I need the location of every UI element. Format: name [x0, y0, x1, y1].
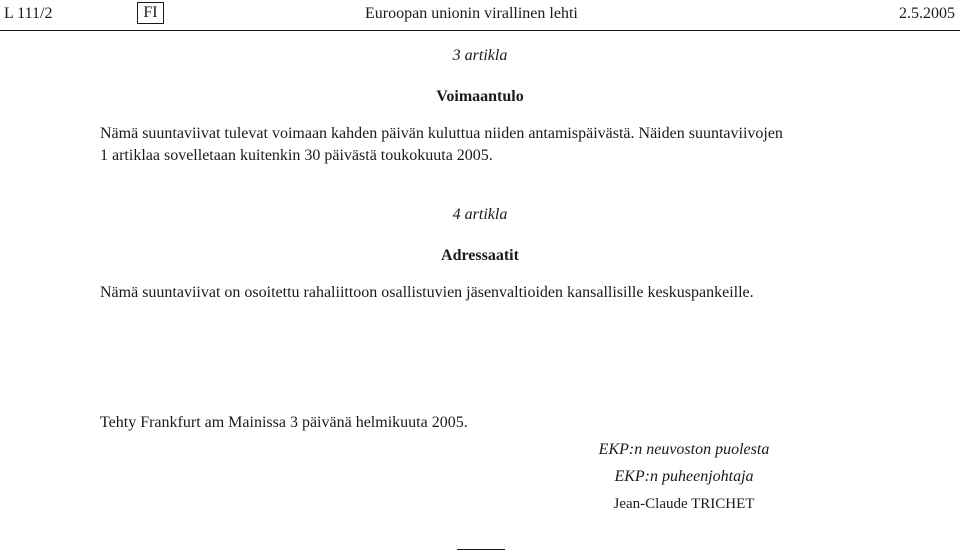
footer-divider: [457, 549, 505, 550]
article-3-number: 3 artikla: [452, 47, 508, 64]
article-3-text-line-1: Nämä suuntaviivat tulevat voimaan kahden päivän kuluttua niiden antamispäivästä. Näiden suuntaviivojen: [100, 125, 783, 142]
signatory-role: EKP:n puheenjohtaja: [614, 468, 754, 485]
article-4-title: Adressaatit: [441, 247, 519, 264]
article-4-number: 4 artikla: [452, 206, 508, 223]
journal-title: Euroopan unionin virallinen lehti: [365, 5, 578, 22]
publication-date: 2.5.2005: [899, 5, 955, 22]
language-badge: [137, 2, 164, 24]
article-3-text-line-2: 1 artiklaa sovelletaan kuitenkin 30 päivästä toukokuuta 2005.: [100, 147, 493, 164]
language-code: FI: [143, 4, 158, 21]
article-3-title: Voimaantulo: [436, 88, 524, 105]
header-divider: [0, 30, 960, 31]
closing-place-date: Tehty Frankfurt am Mainissa 3 päivänä helmikuuta 2005.: [100, 414, 468, 431]
signatory-name: Jean-Claude TRICHET: [613, 496, 755, 512]
signatory-behalf: EKP:n neuvoston puolesta: [598, 441, 770, 458]
page-reference: L 111/2: [4, 5, 53, 22]
article-4-text-line-1: Nämä suuntaviivat on osoitettu rahaliittoon osallistuvien jäsenvaltioiden kansallisille keskuspankeille.: [100, 284, 754, 301]
